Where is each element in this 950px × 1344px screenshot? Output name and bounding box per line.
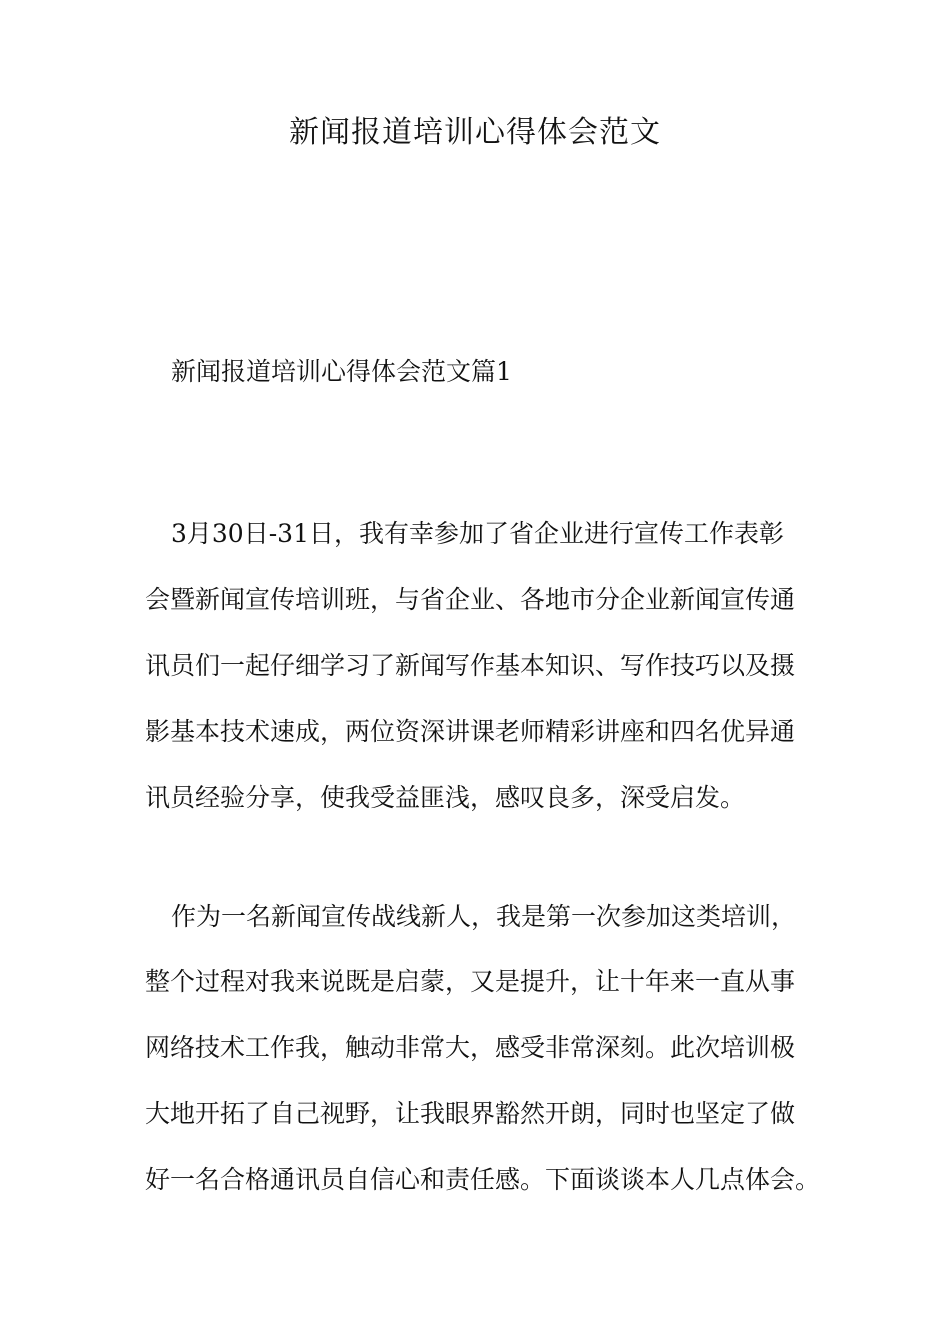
paragraph-line: 影基本技术速成，两位资深讲课老师精彩讲座和四名优异通 — [145, 717, 796, 746]
paragraph-line: 整个过程对我来说既是启蒙，又是提升，让十年来一直从事 — [145, 967, 796, 996]
paragraph-line: 网络技术工作我，触动非常大，感受非常深刻。此次培训极 — [145, 1033, 796, 1062]
paragraph-line: 讯员经验分享，使我受益匪浅，感叹良多，深受启发。 — [145, 783, 746, 812]
paragraph-line: 作为一名新闻宣传战线新人，我是第一次参加这类培训， — [171, 902, 797, 931]
paragraph-line: 3月30日-31日，我有幸参加了省企业进行宣传工作表彰 — [171, 519, 784, 548]
section-heading: 新闻报道培训心得体会范文篇1 — [171, 357, 512, 386]
document-title: 新闻报道培训心得体会范文 — [289, 115, 661, 150]
paragraph-line: 大地开拓了自己视野，让我眼界豁然开朗，同时也坚定了做 — [145, 1099, 796, 1128]
paragraph-line: 讯员们一起仔细学习了新闻写作基本知识、写作技巧以及摄 — [145, 651, 796, 680]
paragraph-line: 好一名合格通讯员自信心和责任感。下面谈谈本人几点体会。 — [145, 1165, 821, 1194]
paragraph-line: 会暨新闻宣传培训班，与省企业、各地市分企业新闻宣传通 — [145, 585, 796, 614]
